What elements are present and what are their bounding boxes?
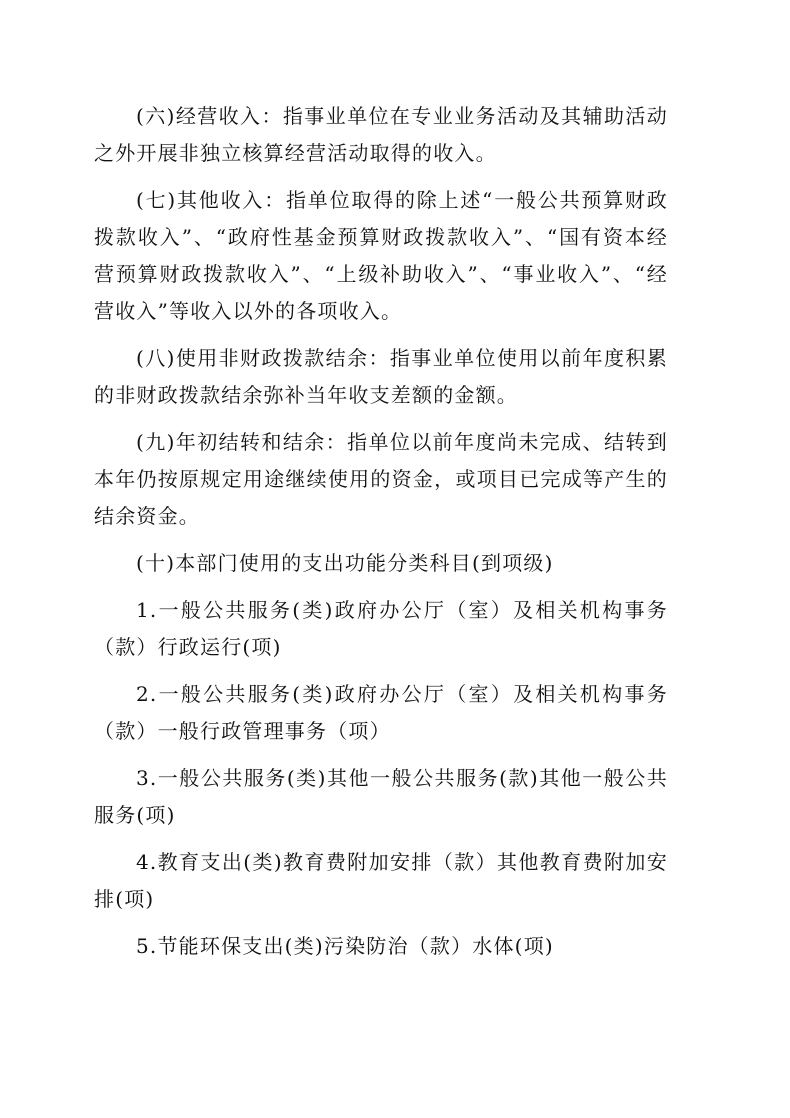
document-page: [94, 98, 668, 975]
list-item-expenditure-5: 5.节能环保支出(类)污染防治（款）水体(项): [136, 934, 554, 958]
paragraph-business-income: (六)经营收入：指事业单位在专业业务活动及其辅助活动之外开展非独立核算经营活动取得的收入。: [94, 104, 668, 165]
list-item-expenditure-4: 4.教育支出(类)教育费附加安排（款）其他教育费附加安排(项): [94, 850, 668, 911]
paragraph-other-income: (七)其他收入：指单位取得的除上述“一般公共预算财政拨款收入”、“政府性基金预算财政拨款收入”、“国有资本经营预算财政拨款收入”、“上级补助收入”、“事业收入”、“经营收入”等收入以外的各项收入。: [94, 188, 668, 323]
paragraph-carryover-balance: (九)年初结转和结余：指单位以前年度尚未完成、结转到本年仍按原规定用途继续使用的资金，或项目已完成等产生的结余资金。: [94, 430, 668, 528]
paragraph-non-fiscal-balance: (八)使用非财政拨款结余：指事业单位使用以前年度积累的非财政拨款结余弥补当年收支差额的金额。: [94, 346, 668, 407]
paragraph-expenditure-classification: (十)本部门使用的支出功能分类科目(到项级): [136, 551, 554, 575]
list-item-expenditure-2: 2.一般公共服务(类)政府办公厅（室）及相关机构事务（款）一般行政管理事务（项）: [94, 682, 668, 743]
list-item-expenditure-1: 1.一般公共服务(类)政府办公厅（室）及相关机构事务（款）行政运行(项): [94, 598, 668, 659]
list-item-expenditure-3: 3.一般公共服务(类)其他一般公共服务(款)其他一般公共服务(项): [94, 766, 668, 827]
